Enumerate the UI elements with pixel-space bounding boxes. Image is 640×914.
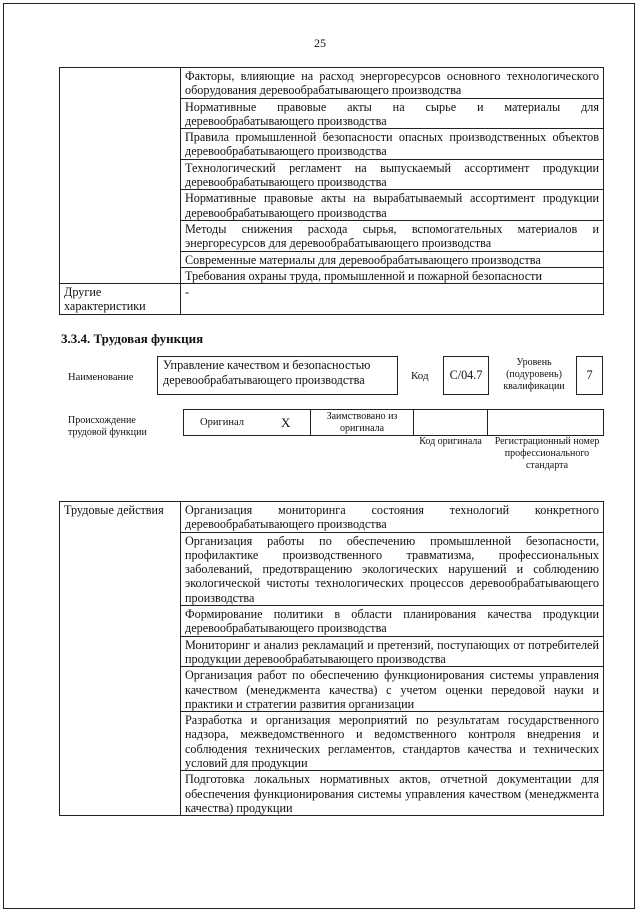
function-code-value: С/04.7 (443, 356, 489, 395)
knowledge-row: Нормативные правовые акты на вырабатываемый ассортимент продукции деревообрабатывающего производства (181, 190, 604, 221)
knowledge-row: Факторы, влияющие на расход энергоресурсов основного технологического оборудования деревообрабатывающего производства (181, 68, 604, 99)
qualification-level-value: 7 (576, 356, 603, 395)
knowledge-row: Требования охраны труда, промышленной и пожарной безопасности (181, 267, 604, 283)
labor-action-row: Организация работы по обеспечению промышленной безопасности, профилактике производственного травматизма, профессиональных заболеваний, предотвращению экологических нарушений и соблюдению экологической чистоты технологических процессов деревообрабатывающего производства (181, 532, 604, 605)
other-characteristics-value: - (181, 284, 604, 315)
code-original-label: Код оригинала (419, 436, 482, 447)
function-name-value: Управление качеством и безопасностью деревообрабатывающего производства (157, 356, 398, 395)
origin-label: Происхождение трудовой функции (68, 415, 147, 438)
labor-action-row: Подготовка локальных нормативных актов, отчетной документации для обеспечения функционирования системы управления качеством (менеджмента качества) продукции (181, 771, 604, 816)
section-title: 3.3.4. Трудовая функция (61, 331, 204, 346)
labor-action-row: Организация работ по обеспечению функционирования системы управления качеством (менеджмента качества) с учетом оценки передовой науки и практики и стратегии развития организации (181, 667, 604, 712)
knowledge-row: Современные материалы для деревообрабатывающего производства (181, 251, 604, 267)
name-label: Наименование (68, 372, 134, 383)
knowledge-row: Технологический регламент на выпускаемый ассортимент продукции деревообрабатывающего производства (181, 159, 604, 190)
code-label: Код (411, 370, 429, 382)
page-number: 25 (314, 36, 326, 50)
original-label: Оригинал (200, 417, 244, 428)
reg-number-box (487, 409, 604, 436)
labor-actions-table (59, 501, 604, 816)
knowledge-row: Методы снижения расхода сырья, вспомогательных материалов и энергоресурсов для деревообрабатывающего производства (181, 220, 604, 251)
borrowed-box: Заимствовано из оригинала (310, 409, 414, 436)
labor-action-row: Формирование политики в области планирования качества продукции деревообрабатывающего производства (181, 606, 604, 637)
labor-action-row: Разработка и организация мероприятий по результатам государственного надзора, межведомственного и ведомственного контроля внедрения и соблюдения технических регламентов, стандартов качества и технических условий для продукции (181, 712, 604, 771)
knowledge-row: Правила промышленной безопасности опасных производственных объектов деревообрабатывающего производства (181, 129, 604, 160)
other-characteristics-label: Другие характеристики (60, 284, 181, 315)
original-mark: X (281, 415, 291, 430)
reg-number-label: Регистрационный номер профессионального стандарта (494, 436, 600, 471)
original-box (183, 409, 311, 436)
knowledge-table (59, 67, 604, 315)
knowledge-label-cell (60, 68, 181, 284)
knowledge-row: Нормативные правовые акты на сырье и материалы для деревообрабатывающего производства (181, 98, 604, 129)
labor-actions-label: Трудовые действия (60, 502, 181, 816)
labor-action-row: Мониторинг и анализ рекламаций и претензий, поступающих от потребителей продукции деревообрабатывающего производства (181, 636, 604, 667)
code-original-box (413, 409, 488, 436)
qualification-level-label: Уровень (подуровень) квалификации (503, 357, 565, 392)
labor-action-row: Организация мониторинга состояния технологий конкретного деревообрабатывающего производства (181, 502, 604, 533)
